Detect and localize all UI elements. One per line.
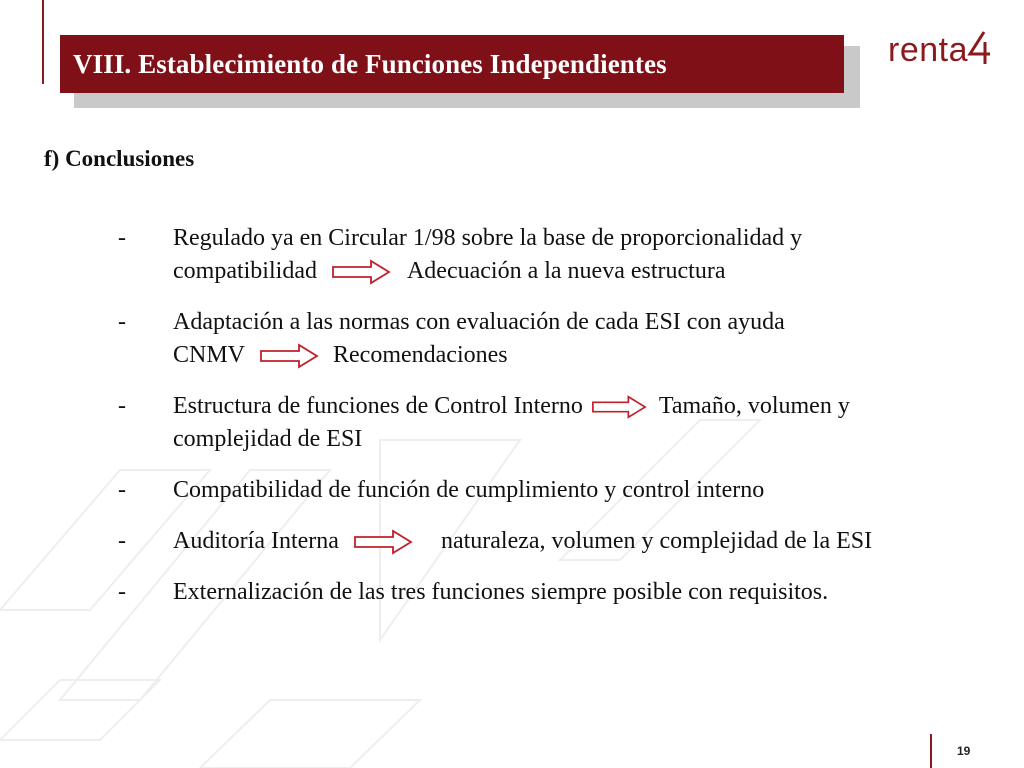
bullet-text: Adecuación a la nueva estructura <box>406 258 726 284</box>
right-arrow-icon <box>331 259 391 285</box>
renta4-logo <box>886 28 996 70</box>
bullet-dash: - <box>118 393 126 419</box>
slide-title: VIII. Establecimiento de Funciones Independientes <box>73 48 667 79</box>
bullet-text: CNMV <box>173 342 246 368</box>
bullet-text: Tamaño, volumen y <box>658 393 850 419</box>
svg-text:renta: renta <box>888 31 968 69</box>
bullet-text: Recomendaciones <box>333 342 508 368</box>
list-item <box>118 525 998 558</box>
bullet-text: Adaptación a las normas con evaluación de cada ESI con ayuda <box>173 309 785 335</box>
list-item <box>118 306 998 372</box>
list-item <box>118 222 998 288</box>
section-subheading: f) Conclusiones <box>44 146 195 171</box>
bullet-dash: - <box>118 477 126 503</box>
bullet-dash: - <box>118 309 126 335</box>
bullet-dash: - <box>118 225 126 251</box>
list-item <box>118 474 998 507</box>
bullet-text: Estructura de funciones de Control Interno <box>173 393 583 419</box>
bullet-dash: - <box>118 579 126 605</box>
right-arrow-icon <box>353 529 413 555</box>
list-item <box>118 576 998 609</box>
right-arrow-icon <box>259 343 319 369</box>
bullet-text: naturaleza, volumen y complejidad de la ESI <box>440 528 873 554</box>
bullet-text: Regulado ya en Circular 1/98 sobre la base de proporcionalidad y <box>173 225 803 251</box>
bullet-text: Externalización de las tres funciones siempre posible con requisitos. <box>173 579 829 605</box>
bullet-text: Auditoría Interna <box>173 528 339 554</box>
bullet-text: complejidad de ESI <box>173 426 363 452</box>
page-number: 19 <box>957 744 971 758</box>
header-left-rule <box>42 0 44 84</box>
bullet-dash: - <box>118 528 126 554</box>
bullet-text: compatibilidad <box>173 258 317 284</box>
list-item <box>118 390 998 456</box>
right-arrow-icon <box>591 394 647 420</box>
conclusions-list <box>118 222 998 627</box>
title-bar <box>60 35 844 93</box>
footer-rule <box>930 734 932 768</box>
bullet-text: Compatibilidad de función de cumplimiento y control interno <box>173 477 765 503</box>
